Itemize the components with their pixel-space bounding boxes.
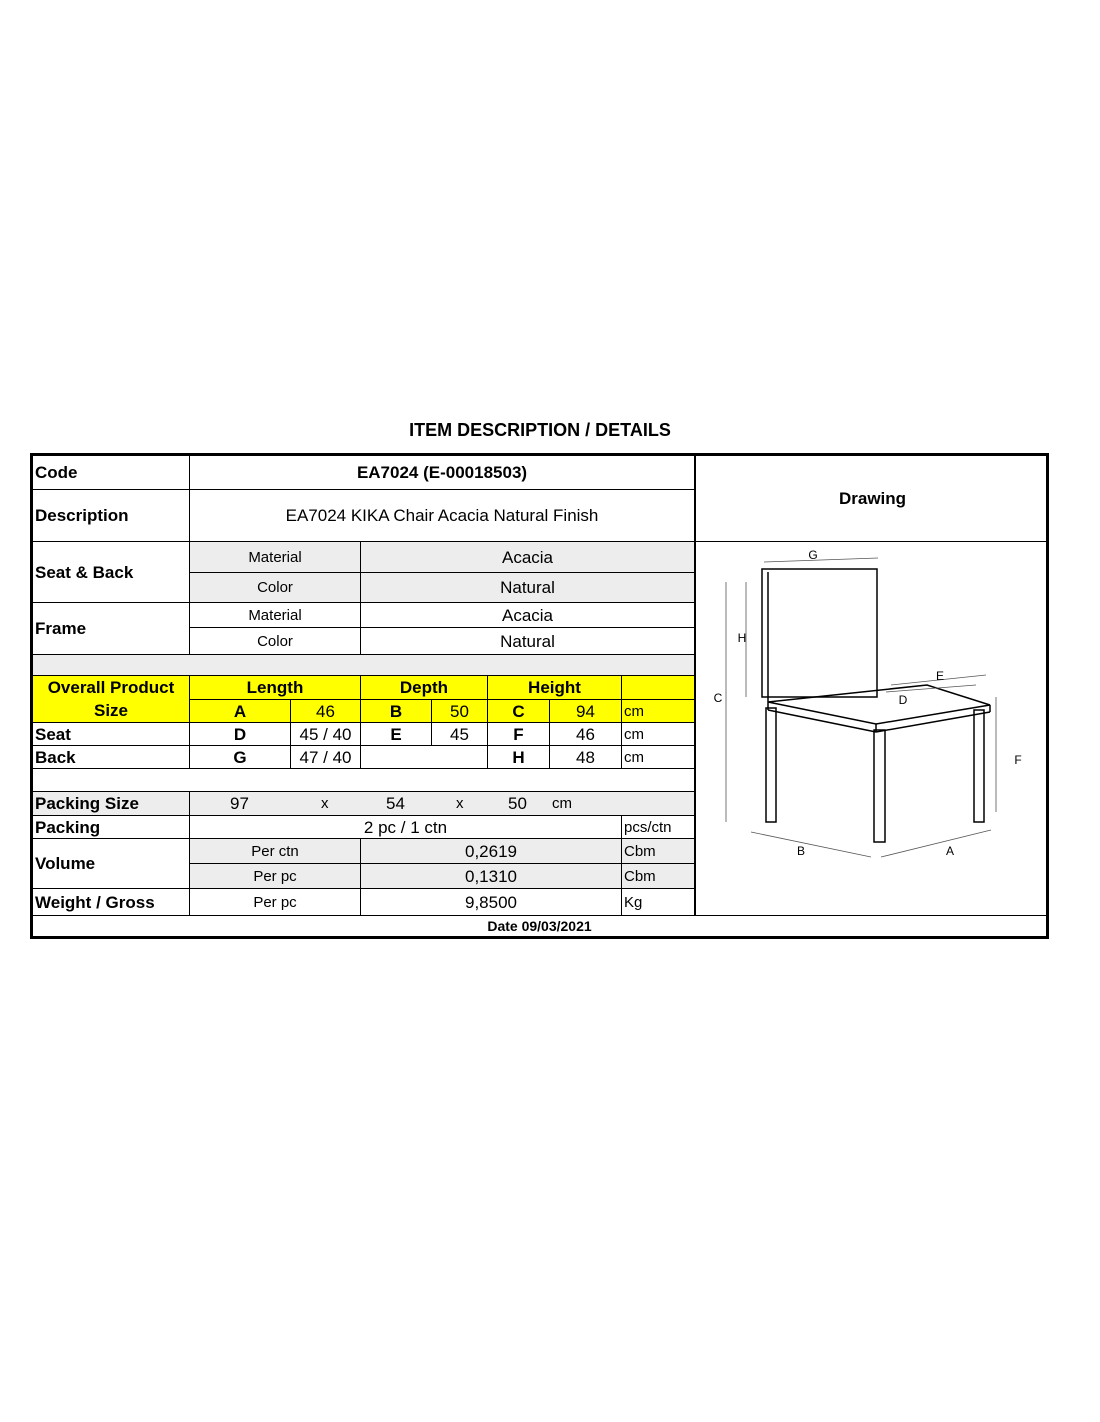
label-d: D xyxy=(898,693,908,707)
description-label: Description xyxy=(33,490,190,542)
packing-unit: pcs/ctn xyxy=(622,816,695,839)
packing-size-unit: cm xyxy=(552,795,572,812)
seat-back-material: Acacia xyxy=(361,542,695,573)
chair-drawing-svg xyxy=(696,542,1049,915)
chair-backrest xyxy=(762,569,877,697)
packing-height: 50 xyxy=(508,794,527,813)
packing-size-label: Packing Size xyxy=(33,792,190,816)
volume-per-pc-label: Per pc xyxy=(190,864,361,889)
spacer-row xyxy=(33,655,695,676)
volume-per-pc-unit: Cbm xyxy=(622,864,695,889)
seat-back-material-label: Material xyxy=(190,542,361,573)
packing-x2: x xyxy=(456,795,464,812)
volume-per-pc-value: 0,1310 xyxy=(361,864,622,889)
dim-b-value: 50 xyxy=(432,700,488,723)
depth-header: Depth xyxy=(361,676,488,700)
dim-d-letter: D xyxy=(190,723,291,746)
code-label: Code xyxy=(33,456,190,490)
dim-gh-unit: cm xyxy=(622,746,695,769)
code-value: EA7024 (E-00018503) xyxy=(190,456,695,490)
packing-width: 54 xyxy=(386,794,405,813)
volume-per-ctn-value: 0,2619 xyxy=(361,839,622,864)
seat-back-label: Seat & Back xyxy=(33,542,190,603)
spec-sheet xyxy=(30,453,1049,939)
drawing-header: Drawing xyxy=(696,456,1049,542)
frame-color: Natural xyxy=(361,628,695,655)
packing-value: 2 pc / 1 ctn xyxy=(190,816,622,839)
overall-size-label xyxy=(33,676,190,723)
dim-empty-cell xyxy=(361,746,488,769)
packing-x1: x xyxy=(321,795,329,812)
volume-per-ctn-label: Per ctn xyxy=(190,839,361,864)
dim-e-value: 45 xyxy=(432,723,488,746)
dim-abc-unit: cm xyxy=(622,700,695,723)
label-a: A xyxy=(945,844,955,858)
chair-leg-front xyxy=(874,730,885,842)
dim-e-letter: E xyxy=(361,723,432,746)
seat-back-color-label: Color xyxy=(190,573,361,603)
packing-length: 97 xyxy=(230,794,249,813)
dim-a-letter: A xyxy=(190,700,291,723)
dim-f-letter: F xyxy=(488,723,550,746)
dim-d-value: 45 / 40 xyxy=(291,723,361,746)
unit-header xyxy=(622,676,695,700)
label-f: F xyxy=(1014,753,1022,767)
dim-def-unit: cm xyxy=(622,723,695,746)
date-footer: Date 09/03/2021 xyxy=(33,915,1046,936)
dim-b-letter: B xyxy=(361,700,432,723)
weight-label: Weight / Gross xyxy=(33,889,190,915)
chair-drawing xyxy=(696,542,1049,915)
weight-unit: Kg xyxy=(622,889,695,915)
dim-f-value: 46 xyxy=(550,723,622,746)
packing-size-values xyxy=(190,792,695,816)
spacer-row-2 xyxy=(33,769,695,792)
label-c: C xyxy=(713,691,723,705)
seat-dims-label: Seat xyxy=(33,723,190,746)
label-b: B xyxy=(796,844,806,858)
weight-value: 9,8500 xyxy=(361,889,622,915)
length-header: Length xyxy=(190,676,361,700)
dim-h-value: 48 xyxy=(550,746,622,769)
dim-g-letter: G xyxy=(190,746,291,769)
dim-h-letter: H xyxy=(488,746,550,769)
dim-g-value: 47 / 40 xyxy=(291,746,361,769)
label-g: G xyxy=(808,548,818,562)
dim-c-value: 94 xyxy=(550,700,622,723)
description-value: EA7024 KIKA Chair Acacia Natural Finish xyxy=(190,490,695,542)
chair-leg-right xyxy=(974,710,984,822)
frame-color-label: Color xyxy=(190,628,361,655)
overall-size-label-line1: Overall Product xyxy=(47,678,175,697)
page-title: ITEM DESCRIPTION / DETAILS xyxy=(409,420,671,440)
dim-a-value: 46 xyxy=(291,700,361,723)
chair-leg-back-left xyxy=(766,708,776,822)
seat-back-color: Natural xyxy=(361,573,695,603)
frame-material: Acacia xyxy=(361,603,695,628)
dim-c-letter: C xyxy=(488,700,550,723)
frame-label: Frame xyxy=(33,603,190,655)
label-h: H xyxy=(737,631,747,645)
overall-size-label-line2: Size xyxy=(93,701,129,720)
label-e: E xyxy=(935,669,945,683)
packing-label: Packing xyxy=(33,816,190,839)
back-dims-label: Back xyxy=(33,746,190,769)
weight-per-pc-label: Per pc xyxy=(190,889,361,915)
frame-material-label: Material xyxy=(190,603,361,628)
height-header: Height xyxy=(488,676,622,700)
volume-label: Volume xyxy=(33,839,190,889)
volume-per-ctn-unit: Cbm xyxy=(622,839,695,864)
